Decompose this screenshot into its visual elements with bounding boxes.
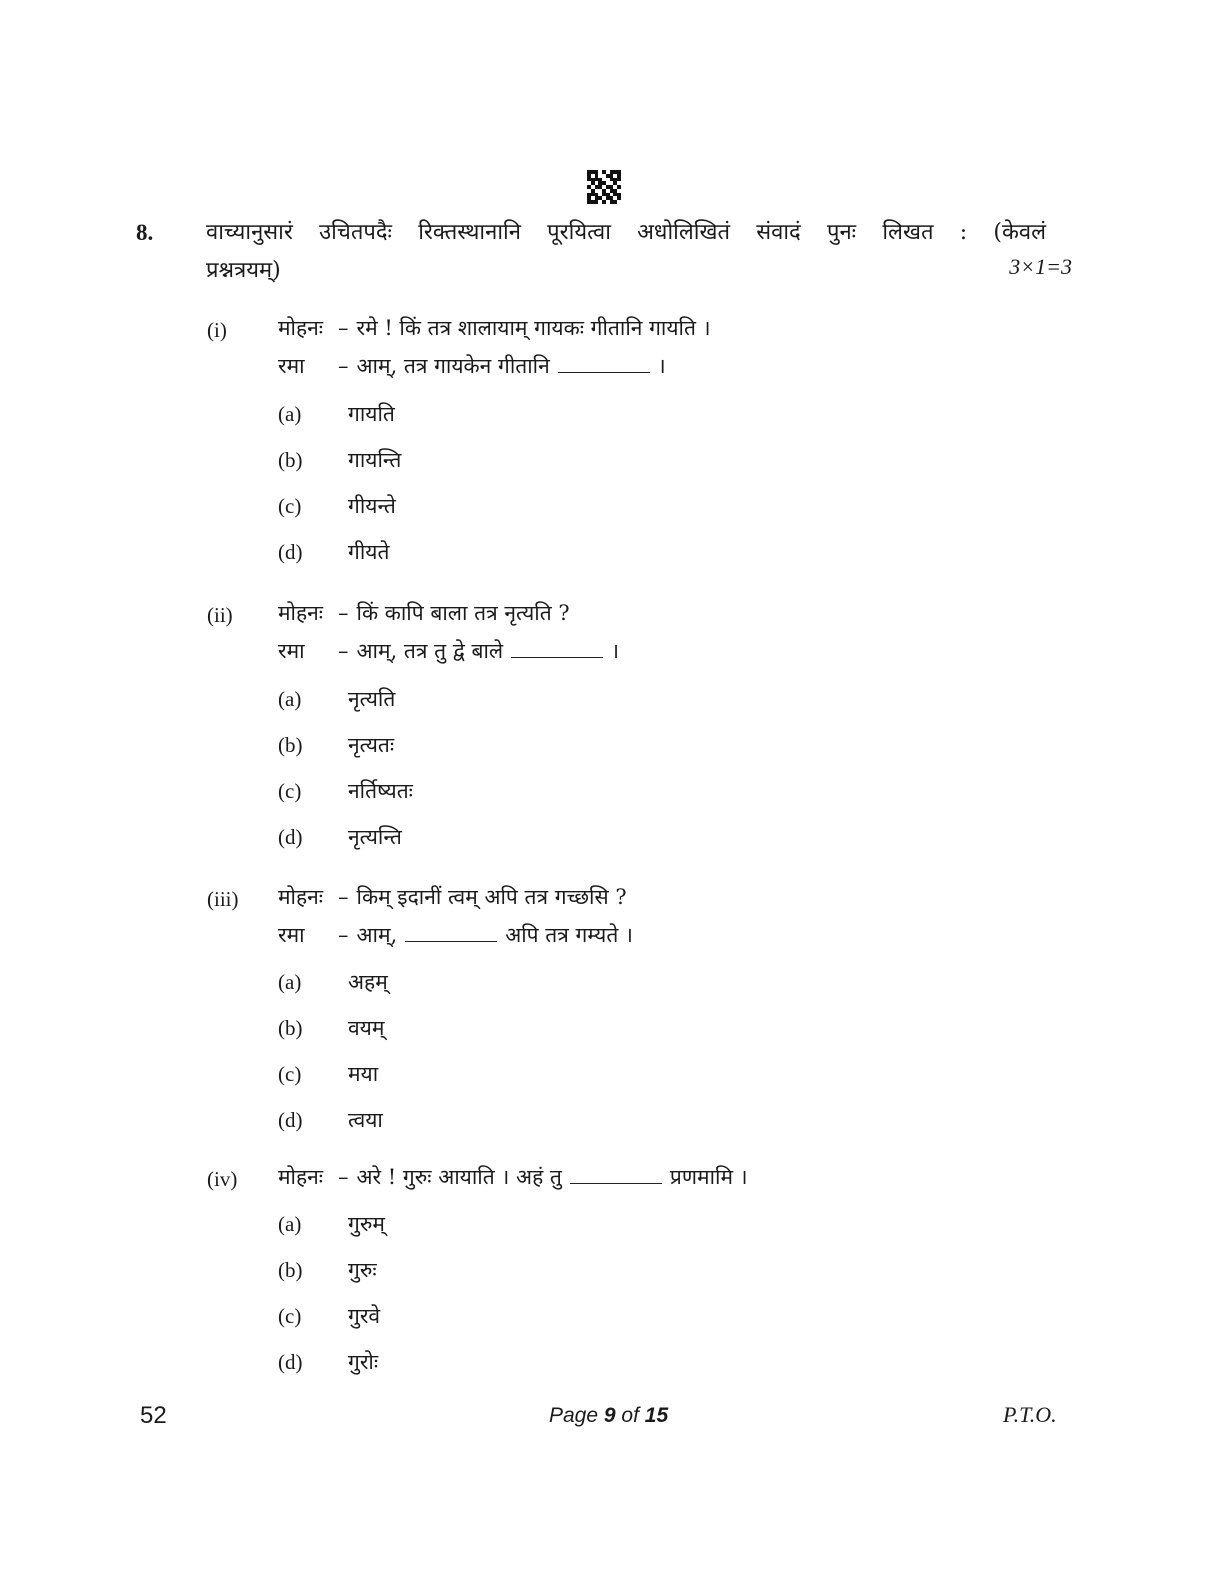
question-instruction: वाच्यानुसारं उचितपदैः रिक्तस्थानानि पूरयित्वा अधोलिखितं संवादं पुनः लिखत : (केवलं [206, 220, 1046, 245]
option-c[interactable]: (c) गीयन्ते [278, 494, 396, 518]
dialogue-line: मोहनः – किं कापि बाला तत्र नृत्यति ? [278, 601, 570, 625]
question-instruction-continued: प्रश्नत्रयम्) [206, 258, 281, 283]
dialogue-line: रमा – आम्, अपि तत्र गम्यते । [278, 923, 633, 947]
dialogue-text: आम्, तत्र गायकेन गीतानि [356, 354, 550, 378]
option-b[interactable]: (b) गुरुः [278, 1258, 377, 1282]
option-d[interactable]: (d) नृत्यन्ति [278, 825, 402, 849]
option-d[interactable]: (d) त्वया [278, 1108, 383, 1132]
option-a[interactable]: (a) अहम् [278, 970, 388, 994]
dialogue-text: रमे ! किं तत्र शालायाम् गायकः गीतानि गायति । [356, 316, 711, 340]
option-a[interactable]: (a) नृत्यति [278, 687, 396, 711]
dialogue-line: मोहनः – अरे ! गुरुः आयाति । अहं तु प्रणमामि । [278, 1165, 748, 1189]
dialogue-text-after: प्रणमामि । [669, 1165, 748, 1189]
answer-blank [405, 923, 497, 942]
option-c[interactable]: (c) गुरवे [278, 1304, 381, 1328]
option-c[interactable]: (c) नर्तिष्यतः [278, 779, 413, 803]
speaker: रमा [278, 639, 305, 663]
question-number: 8. [136, 220, 154, 245]
option-b[interactable]: (b) नृत्यतः [278, 733, 395, 757]
subquestion-number: (iv) [207, 1167, 238, 1191]
current-page: 9 [603, 1404, 616, 1427]
speaker: मोहनः [278, 1165, 324, 1189]
option-a[interactable]: (a) गायति [278, 402, 395, 426]
subquestion-number: (i) [207, 318, 227, 342]
dialogue-text-after: अपि तत्र गम्यते । [505, 923, 633, 947]
dialogue-text: अरे ! गुरुः आयाति । अहं तु [356, 1165, 562, 1189]
dialogue-text: आम्, [356, 923, 398, 947]
dialogue-line: रमा – आम्, तत्र गायकेन गीतानि । [278, 354, 666, 378]
option-a[interactable]: (a) गुरुम् [278, 1212, 385, 1236]
total-pages: 15 [644, 1404, 669, 1427]
dialogue-text: आम्, तत्र तु द्वे बाले [356, 639, 504, 663]
speaker: मोहनः [278, 601, 324, 625]
dialogue-text: किम् इदानीं त्वम् अपि तत्र गच्छसि ? [356, 885, 627, 909]
option-d[interactable]: (d) गीयते [278, 540, 390, 564]
option-c[interactable]: (c) मया [278, 1062, 379, 1086]
dialogue-text: किं कापि बाला तत्र नृत्यति ? [356, 601, 570, 625]
subquestion-number: (ii) [207, 603, 233, 627]
marks-allocation: 3×1=3 [1009, 254, 1072, 279]
option-b[interactable]: (b) गायन्ति [278, 448, 402, 472]
dialogue-line: मोहनः – रमे ! किं तत्र शालायाम् गायकः गीतानि गायति । [278, 316, 711, 340]
dialogue-line: मोहनः – किम् इदानीं त्वम् अपि तत्र गच्छसि ? [278, 885, 627, 909]
speaker: मोहनः [278, 885, 324, 909]
answer-blank [570, 1165, 662, 1184]
please-turn-over: P.T.O. [1003, 1402, 1057, 1427]
page-indicator: Page 9 of 15 [549, 1404, 669, 1427]
dialogue-text-after: । [611, 639, 620, 663]
dialogue-line: रमा – आम्, तत्र तु द्वे बाले । [278, 639, 620, 663]
paper-code: 52 [140, 1402, 167, 1429]
speaker: रमा [278, 923, 305, 947]
subquestion-number: (iii) [207, 887, 239, 911]
option-d[interactable]: (d) गुरोः [278, 1350, 379, 1374]
speaker: रमा [278, 354, 305, 378]
option-b[interactable]: (b) वयम् [278, 1016, 385, 1040]
dialogue-text-after: । [657, 354, 666, 378]
speaker: मोहनः [278, 316, 324, 340]
qr-code [587, 170, 621, 204]
answer-blank [511, 639, 603, 658]
answer-blank [558, 354, 650, 373]
